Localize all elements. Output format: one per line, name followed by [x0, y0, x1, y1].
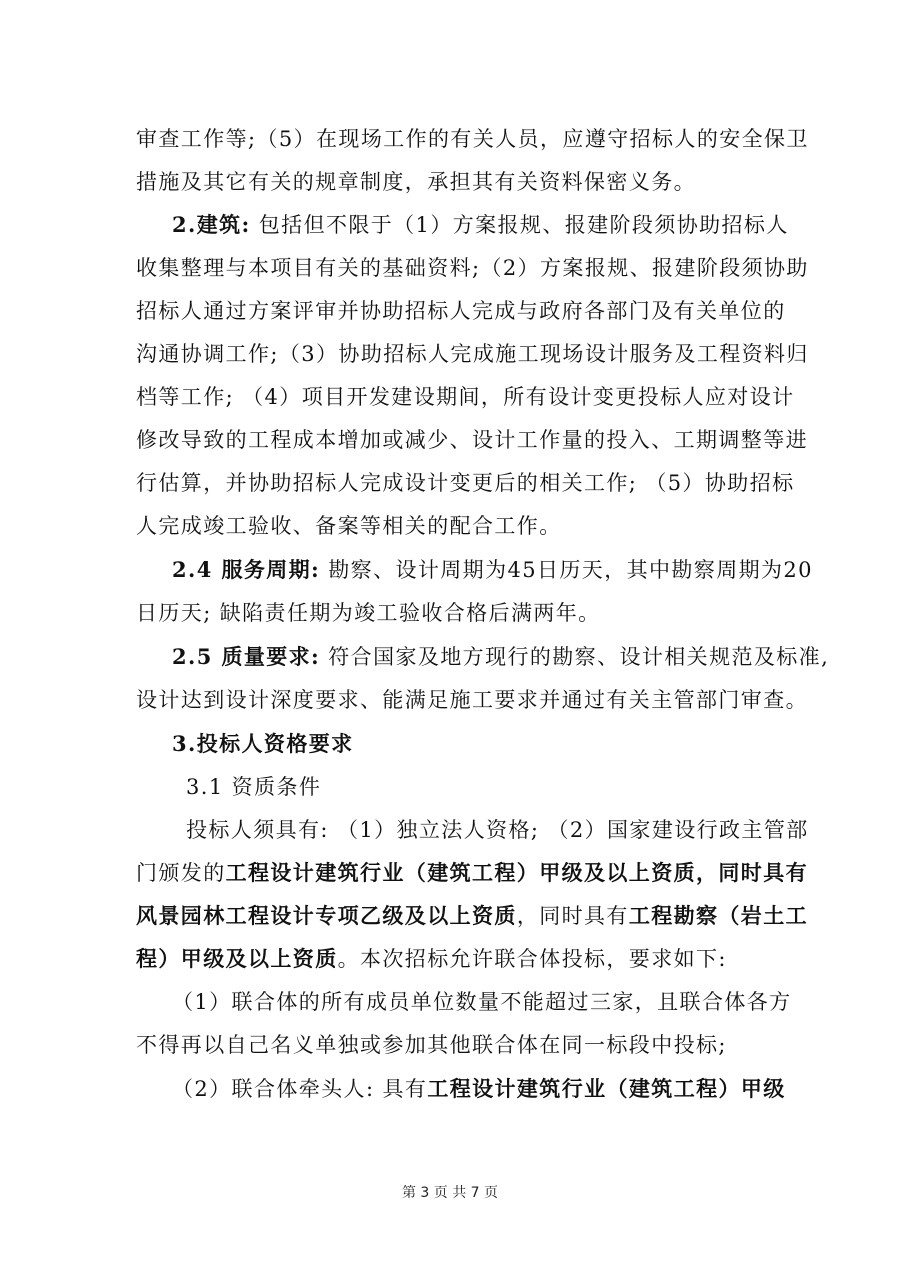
text-segment: 日历天; 缺陷责任期为竣工验收合格后满两年。 [136, 601, 601, 625]
text-segment: 审查工作等;（5）在现场工作的有关人员，应遵守招标人的安全保卫 [136, 127, 809, 151]
body-line-12 [0, 598, 900, 628]
body-line-5 [0, 296, 900, 326]
bold-text-segment: 风景园林工程设计专项乙级及以上资质 [136, 903, 517, 928]
text-segment: 投标人须具有: （1）独立法人资格; （2）国家建设行政主管部 [186, 818, 809, 842]
text-segment: （2）联合体牵头人: 具有 [172, 1077, 428, 1101]
body-line-18 [0, 858, 900, 888]
section-2-5-quality-line [0, 642, 900, 672]
text-segment: 档等工作; （4）项目开发建设期间，所有设计变更投标人应对设计 [136, 385, 795, 409]
bold-text-segment: 工程勘察（岩土工 [628, 903, 809, 928]
text-segment: 人完成竣工验收、备案等相关的配合工作。 [136, 514, 562, 538]
text-segment: ，同时具有 [516, 904, 629, 928]
text-segment: 收集整理与本项目有关的基础资料;（2）方案报规、报建阶段须协助 [136, 256, 809, 280]
body-line-7 [0, 382, 900, 412]
section-3-1-heading [0, 772, 900, 802]
text-segment: 措施及其它有关的规章制度，承担其有关资料保密义务。 [136, 170, 696, 194]
text-segment: 勘察、设计周期为45日历天，其中勘察周期为20 [320, 558, 813, 582]
bold-text-segment: 2.4 服务周期: [172, 557, 321, 582]
bold-text-segment: 2.建筑: [172, 212, 251, 237]
consortium-item-1-line [0, 987, 900, 1017]
text-segment: 3.1 资质条件 [186, 775, 322, 799]
bold-text-segment: 工程设计建筑行业（建筑工程）甲级及以上资质，同时具有 [225, 860, 809, 885]
text-segment: 门颁发的 [136, 861, 226, 885]
text-segment: 不得再以自己名义单独或参加其他联合体在同一标段中投标; [136, 1033, 727, 1057]
body-line-19 [0, 901, 900, 931]
bold-text-segment: 2.5 质量要求: [172, 644, 321, 669]
text-segment: （1）联合体的所有成员单位数量不能超过三家，且联合体各方 [172, 990, 792, 1014]
body-line-9 [0, 468, 900, 498]
body-line-2 [0, 167, 900, 197]
section-2-4-service-period-line [0, 555, 900, 585]
body-line-22 [0, 1030, 900, 1060]
body-line-14 [0, 685, 900, 715]
page-number-footer: 第 3 页 共 7 页 [401, 1185, 499, 1201]
text-segment: 符合国家及地方现行的勘察、设计相关规范及标准, [320, 645, 830, 669]
consortium-item-2-line [0, 1074, 900, 1104]
body-line-10 [0, 511, 900, 541]
text-segment: 设计达到设计深度要求、能满足施工要求并通过有关主管部门审查。 [136, 688, 808, 712]
section-2-building-heading-line [0, 210, 900, 240]
text-segment: 。本次招标允许联合体投标，要求如下: [337, 947, 727, 971]
text-segment: 沟通协调工作;（3）协助招标人完成施工现场设计服务及工程资料归 [136, 342, 809, 366]
section-3-heading [0, 729, 900, 759]
text-segment: 修改导致的工程成本增加或减少、设计工作量的投入、工期调整等进 [136, 428, 808, 452]
bold-text-segment: 工程设计建筑行业（建筑工程）甲级 [427, 1076, 786, 1101]
text-segment: 招标人通过方案评审并协助招标人完成与政府各部门及有关单位的 [136, 299, 786, 323]
text-segment: 包括但不限于（1）方案报规、报建阶段须协助招标人 [250, 213, 789, 237]
body-line-17 [0, 815, 900, 845]
body-line-6 [0, 339, 900, 369]
bold-text-segment: 3.投标人资格要求 [172, 731, 354, 756]
body-line-4 [0, 253, 900, 283]
body-line-20 [0, 944, 900, 974]
body-line-8 [0, 425, 900, 455]
text-segment: 行估算，并协助招标人完成设计变更后的相关工作; （5）协助招标 [136, 471, 795, 495]
bold-text-segment: 程）甲级及以上资质 [136, 946, 338, 971]
body-line-1 [0, 124, 900, 154]
